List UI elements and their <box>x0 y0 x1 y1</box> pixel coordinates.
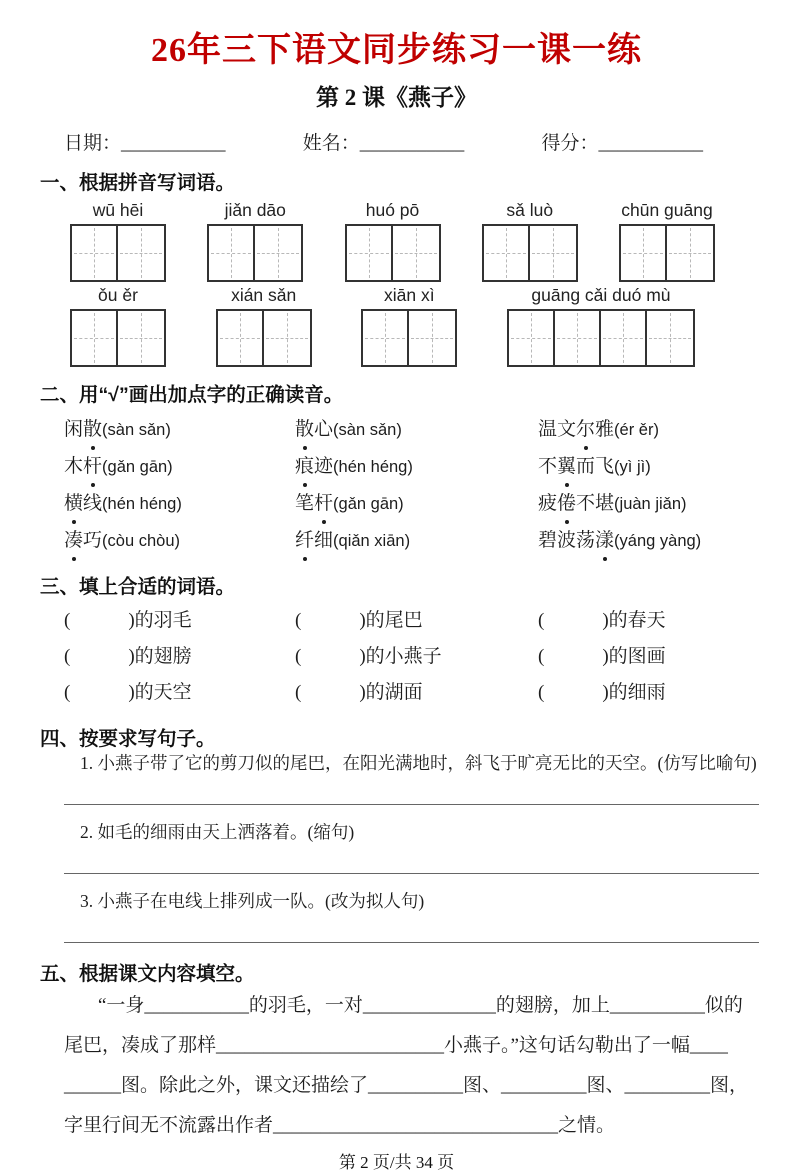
fill-word-label: 的春天 <box>608 610 666 631</box>
grid-cell[interactable] <box>409 311 455 365</box>
pinyin-label: ǒu ěr <box>98 285 138 305</box>
pronunciation-grid <box>64 411 793 559</box>
date-field <box>64 128 226 155</box>
fill-word-item <box>64 639 295 675</box>
dotted-word-item <box>538 522 793 559</box>
writing-grid <box>361 309 457 367</box>
word-suffix: 而飞 <box>576 456 615 477</box>
grid-cell[interactable] <box>72 226 118 280</box>
dotted-character: 散 <box>83 411 102 448</box>
pinyin-group <box>70 200 166 282</box>
writing-grid <box>70 309 166 367</box>
word-suffix: 心 <box>314 419 334 440</box>
fill-word-item <box>295 603 538 639</box>
close-paren: ) <box>602 646 609 667</box>
name-label: 姓名： <box>302 133 360 154</box>
cloze-paragraph <box>0 986 793 1146</box>
close-paren: ) <box>128 610 135 631</box>
pinyin-choices[interactable]: (ér ěr) <box>614 421 659 439</box>
grid-cell[interactable] <box>601 311 647 365</box>
pinyin-choices[interactable]: (hén héng) <box>333 458 413 476</box>
close-paren: ) <box>359 646 366 667</box>
word-prefix: 木 <box>64 456 84 477</box>
sentence: 3. 小燕子在电线上排列成一队。(改为拟人句) <box>80 891 425 911</box>
pinyin-label: huó pō <box>365 200 420 220</box>
word-suffix: 雅 <box>595 419 615 440</box>
grid-cell[interactable] <box>363 311 409 365</box>
close-paren: ) <box>602 682 609 703</box>
name-blank[interactable]: ___________ <box>359 133 465 154</box>
pinyin-choices[interactable]: (sàn sǎn) <box>102 421 171 439</box>
pinyin-choices[interactable]: (yáng yàng) <box>614 532 702 550</box>
grid-cell[interactable] <box>209 226 255 280</box>
close-paren: ) <box>128 646 135 667</box>
cloze-line: 字里行间无不流露出作者______________________________之情。 <box>64 1115 616 1136</box>
fill-words-grid <box>64 603 793 711</box>
section-cloze <box>0 958 793 1146</box>
fill-word-label: 的尾巴 <box>365 610 423 631</box>
pinyin-group <box>207 200 303 282</box>
meta-row <box>64 128 703 155</box>
pinyin-label: wū hēi <box>92 200 144 220</box>
dotted-character: 凑 <box>64 522 83 559</box>
fill-word-label: 的湖面 <box>365 682 423 703</box>
grid-cell[interactable] <box>555 311 601 365</box>
dotted-character: 漾 <box>595 522 614 559</box>
fill-word-label: 的翅膀 <box>134 646 192 667</box>
dotted-word-item <box>295 522 538 559</box>
close-paren: ) <box>128 682 135 703</box>
section-3-heading: 三、填上合适的词语。 <box>40 576 236 598</box>
fill-word-item <box>538 639 793 675</box>
fill-word-label: 的小燕子 <box>365 646 442 667</box>
answer-line[interactable] <box>64 873 759 874</box>
dotted-character: 杆 <box>83 448 102 485</box>
dotted-character: 横 <box>64 485 83 522</box>
fill-word-item <box>64 603 295 639</box>
sentence: 2. 如毛的细雨由天上洒落着。(缩句) <box>80 822 355 842</box>
writing-grid <box>345 224 441 282</box>
dotted-word-item <box>295 448 538 485</box>
writing-grid <box>507 309 695 367</box>
section-4-heading: 四、按要求写句子。 <box>40 728 216 750</box>
grid-cell[interactable] <box>72 311 118 365</box>
pinyin-choices[interactable]: (yì jì) <box>614 458 651 476</box>
open-paren: ( <box>295 610 302 631</box>
pinyin-label: sǎ luò <box>506 200 554 220</box>
dotted-word-item <box>295 485 538 522</box>
open-paren: ( <box>64 682 71 703</box>
grid-cell[interactable] <box>509 311 555 365</box>
grid-cell[interactable] <box>218 311 264 365</box>
word-prefix: 笔 <box>295 493 315 514</box>
dotted-character: 纤 <box>295 522 314 559</box>
word-suffix: 线 <box>83 493 103 514</box>
pinyin-label: guāng cǎi duó mù <box>531 285 671 305</box>
section-pronunciation <box>0 379 793 559</box>
pinyin-row-2 <box>70 285 695 367</box>
close-paren: ) <box>359 610 366 631</box>
dotted-word-item <box>538 411 793 448</box>
section-1-heading: 一、根据拼音写词语。 <box>40 172 236 194</box>
fill-word-label: 的天空 <box>134 682 192 703</box>
section-pinyin <box>0 167 793 367</box>
answer-line[interactable] <box>64 804 759 805</box>
score-label: 得分： <box>541 133 599 154</box>
pinyin-choices[interactable]: (còu chòu) <box>102 532 180 550</box>
dotted-character: 倦 <box>557 485 576 522</box>
fill-word-label: 的羽毛 <box>134 610 192 631</box>
open-paren: ( <box>295 646 302 667</box>
grid-cell[interactable] <box>621 226 667 280</box>
name-field <box>303 128 465 155</box>
dotted-word-item <box>64 485 295 522</box>
cloze-line: “一身___________的羽毛，一对______________的翅膀，加上__________似的 <box>98 995 743 1016</box>
dotted-word-item <box>295 411 538 448</box>
dotted-character: 杆 <box>314 485 333 522</box>
word-suffix: 迹 <box>314 456 334 477</box>
pinyin-group <box>482 200 578 282</box>
writing-grid <box>619 224 715 282</box>
writing-grid <box>216 309 312 367</box>
sentence: 1. 小燕子带了它的剪刀似的尾巴，在阳光满地时，斜飞于旷亮无比的天空。(仿写比喻句) <box>80 753 757 773</box>
open-paren: ( <box>538 682 545 703</box>
writing-grid <box>482 224 578 282</box>
cloze-line: ______图。除此之外，课文还描绘了__________图、_________图、_________图， <box>64 1075 749 1096</box>
word-prefix: 温文 <box>538 419 577 440</box>
close-paren: ) <box>359 682 366 703</box>
word-prefix: 不 <box>538 456 558 477</box>
fill-word-item <box>295 675 538 711</box>
pinyin-choices[interactable]: (gǎn gān) <box>102 458 173 476</box>
grid-cell[interactable] <box>530 226 576 280</box>
word-prefix: 闲 <box>64 419 84 440</box>
pinyin-label: xián sǎn <box>231 285 297 305</box>
open-paren: ( <box>538 610 545 631</box>
fill-word-item <box>295 639 538 675</box>
pinyin-choices[interactable]: (hén héng) <box>102 495 182 513</box>
pinyin-choices[interactable]: (gǎn gān) <box>333 495 404 513</box>
lesson-subtitle: 第 2 课《燕子》 <box>316 85 477 110</box>
word-suffix: 细 <box>314 530 334 551</box>
pinyin-choices[interactable]: (sàn sǎn) <box>333 421 402 439</box>
grid-cell[interactable] <box>647 311 693 365</box>
fill-word-item <box>64 675 295 711</box>
pinyin-group <box>619 200 715 282</box>
pinyin-group <box>70 285 166 367</box>
dotted-character: 痕 <box>295 448 314 485</box>
fill-word-item <box>538 603 793 639</box>
fill-word-label: 的图画 <box>608 646 666 667</box>
section-sentences <box>0 723 793 943</box>
dotted-word-item <box>538 485 793 522</box>
section-fill-words <box>0 571 793 711</box>
fill-word-label: 的细雨 <box>608 682 666 703</box>
date-blank[interactable]: ___________ <box>121 133 226 154</box>
grid-cell[interactable] <box>484 226 530 280</box>
pinyin-label: jiǎn dāo <box>224 200 286 220</box>
writing-grid <box>207 224 303 282</box>
dotted-word-item <box>64 411 295 448</box>
dotted-word-item <box>64 448 295 485</box>
word-prefix: 疲 <box>538 493 558 514</box>
score-blank[interactable]: ___________ <box>598 133 703 154</box>
open-paren: ( <box>295 682 302 703</box>
dotted-character: 散 <box>295 411 314 448</box>
close-paren: ) <box>602 610 609 631</box>
dotted-character: 尔 <box>576 411 595 448</box>
fill-word-item <box>538 675 793 711</box>
word-suffix: 不堪 <box>576 493 615 514</box>
word-prefix: 碧波荡 <box>538 530 596 551</box>
pinyin-choices[interactable]: (qiǎn xiān) <box>333 532 411 550</box>
dotted-word-item <box>538 448 793 485</box>
open-paren: ( <box>64 610 71 631</box>
grid-cell[interactable] <box>118 226 164 280</box>
dotted-word-item <box>64 522 295 559</box>
pinyin-row-1 <box>70 200 715 282</box>
grid-cell[interactable] <box>118 311 164 365</box>
pinyin-label: xiān xì <box>384 285 435 305</box>
grid-cell[interactable] <box>347 226 393 280</box>
score-field <box>541 128 703 155</box>
pinyin-choices[interactable]: (juàn jiǎn) <box>614 495 687 513</box>
pinyin-group <box>216 285 312 367</box>
section-5-heading: 五、根据课文内容填空。 <box>40 963 255 985</box>
pinyin-group <box>361 285 457 367</box>
sentence-list <box>0 751 793 943</box>
grid-cell[interactable] <box>393 226 439 280</box>
date-label: 日期： <box>64 133 122 154</box>
pinyin-label: chūn guāng <box>621 200 713 220</box>
page-title: 26年三下语文同步练习一课一练 <box>151 32 642 69</box>
grid-cell[interactable] <box>264 311 310 365</box>
grid-cell[interactable] <box>667 226 713 280</box>
writing-grid <box>70 224 166 282</box>
answer-line[interactable] <box>64 942 759 943</box>
pinyin-group <box>345 200 441 282</box>
pinyin-group <box>507 285 695 367</box>
grid-cell[interactable] <box>255 226 301 280</box>
page-number: 第 2 页/共 34 页 <box>338 1153 455 1172</box>
dotted-character: 翼 <box>557 448 576 485</box>
section-2-heading: 二、用“√”画出加点字的正确读音。 <box>40 384 344 406</box>
open-paren: ( <box>64 646 71 667</box>
word-suffix: 巧 <box>83 530 103 551</box>
open-paren: ( <box>538 646 545 667</box>
cloze-line: 尾巴，凑成了那样________________________小燕子。”这句话勾勒出了一幅____ <box>64 1035 728 1056</box>
